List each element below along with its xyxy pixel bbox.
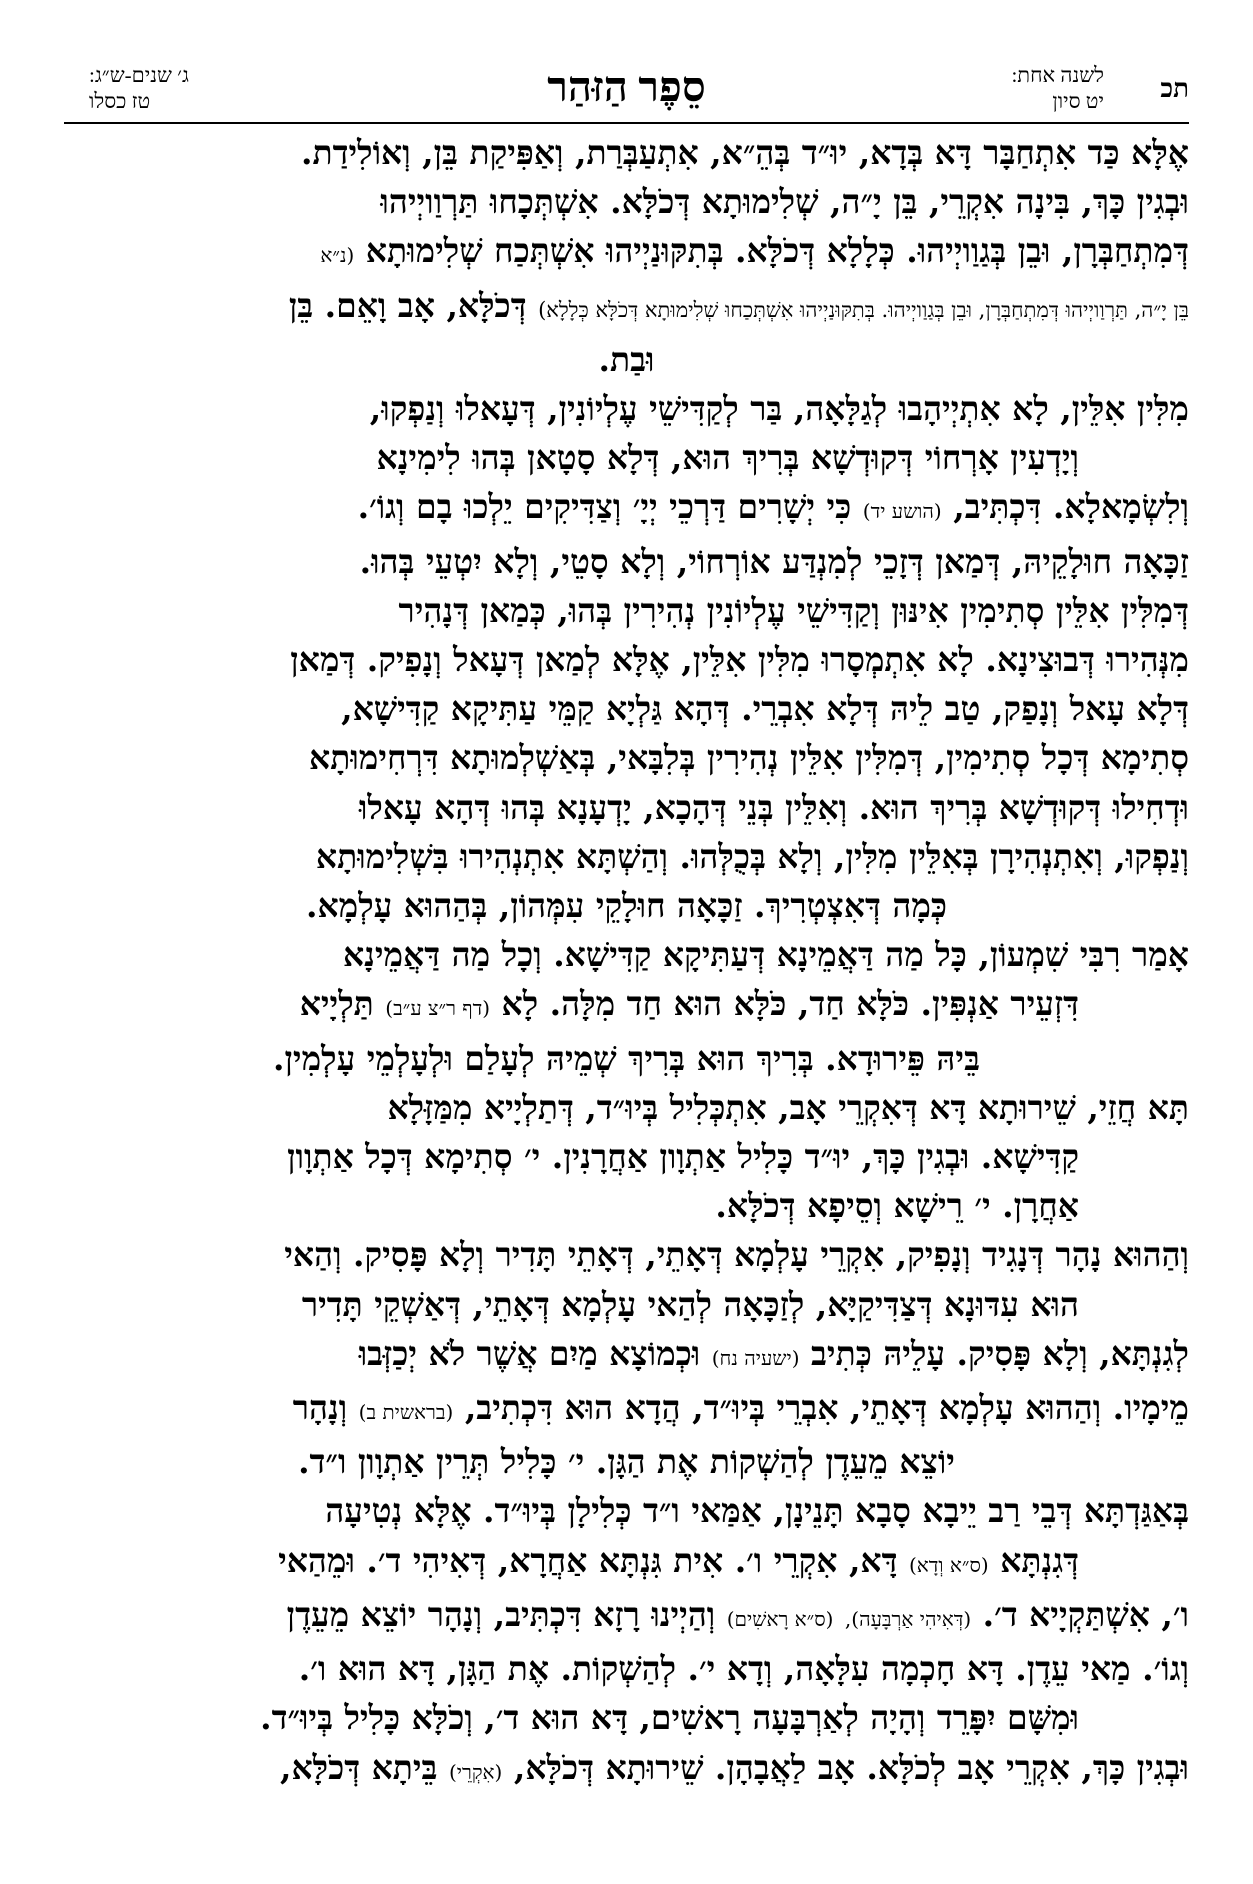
text-line: יוֹצֵא מֵעֵדֶן לְהַשְׁקוֹת אֶת הַגָּן. י׳ כָּלִיל תְּרֵין אַתְוָון ו״ד. (298, 1442, 955, 1482)
variant-note: (דְּאִיהִי אַרְבָּעָה), (844, 1606, 972, 1631)
variant-note: (נ״א (320, 243, 355, 268)
text-line: וְגוֹ׳. מַאי עֵדֶן. דָּא חָכְמָה עִלָּאָה, וְדָא י׳. לְהַשְׁקוֹת. אֶת הַגָּן, דָּא הוּא ו׳. (298, 1649, 1189, 1689)
text-line: כְּמָה דְּאִצְטְרִיךְ. זַכָּאָה חוּלָקֵי עִמְּהוֹן, בְּהַהוּא עָלְמָא. (305, 886, 948, 926)
text-line: וְיָדְעִין אָרְחוֹי דְּקוּדְשָׁא בְּרִיךְ הוּא, דְּלָא סָטָאן בְּהוּ לִימִינָא (376, 438, 1079, 478)
text-line: בֵּיהּ פֵּירוּדָא. בְּרִיךְ הוּא בְּרִיךְ שְׁמֵיהּ לְעָלַם וּלְעָלְמֵי עָלְמִין. (273, 1038, 980, 1078)
text-line: זַכָּאָה חוּלָקֵיהּ, דְּמַאן דְּזָכֵי לְמִנְדַּע אוֹרְחוֹי, וְלָא סָטֵי, וְלָא יִטְעֵי בְּהוּ. (359, 541, 1189, 581)
text-line: וּבְגִין כָּךְ, בִּינָה אִקְרֵי, בֵּן יָ״ה, שְׁלִימוּתָא דְּכֹלָּא. אִשְׁתְּכָחוּ תַּרְוַויְיהוּ (380, 182, 1189, 222)
source-note: (ישעיה נח) (711, 1345, 800, 1370)
source-note: (בראשית ב) (358, 1400, 454, 1425)
book-title: סֵפֶר הַזּהַר (547, 65, 706, 111)
text-line: וּדְחִילוּ דְּקוּדְשָׁא בְּרִיךְ הוּא. וְאִלֵּין בְּנֵי דְּהָכָא, יָדְעָנָא בְּהוּ דְּהָא עָאלוּ (358, 787, 1189, 827)
text-line: סְתִימָא דְּכָל סְתִימִין, דְּמִלִּין אִלֵּין נְהִירִין בְּלִבָּאי, בְּאַשְׁלְמוּתָא דִּרְחִימוּתָא (309, 738, 1189, 778)
text-line: וְהַהוּא נָהָר דְּנָגִיד וְנָפִיק, אִקְרֵי עָלְמָא דְּאָתֵי, דְּאָתֵי תָּדִיר וְלָא פָּסִיק. וְהַאי (284, 1235, 1189, 1275)
text-line: בֵּן יָ״ה, תַּרְוַויְיהוּ דְּמִתְחַבְּרָן, וּבֵן בְּגַוַויְיהוּ. בְּתִקּוּנַיְיהוּ אִשְׁתְּכַחוּ שְׁלִימוּתָא דְּכֹלָּא כְּלָלָא) דְּכֹלָּא, אָב וָאֵם. בֵּן (288, 285, 1189, 325)
variant-note: (ס״א וְדָא) (909, 1552, 989, 1577)
text-line: מִנְּהִירוּ דְּבוּצִינָא. לָא אִתְמְסָרוּ מִלִּין אִלֵּין, אֶלָּא לְמַאן דְּעָאל וְנָפִיק. דְּמַאן (290, 640, 1189, 680)
variant-text: בֵּן יָ״ה, תַּרְוַויְיהוּ דְּמִתְחַבְּרָן, וּבֵן בְּגַוַויְיהוּ. בְּתִקּוּנַיְיהוּ אִשְׁתְּכַחוּ שְׁלִימוּתָא דְּכֹלָּא כְּלָלָא) (538, 297, 1189, 322)
header-left-line1: ג׳ שנים-ש״ג: (89, 63, 189, 87)
variant-note: (ס״א רָאשִׁים) (726, 1606, 834, 1631)
text-line: דְּמִלִּין אִלֵּין סְתִימִין אִינּוּן וְקַדִּישֵׁי עֶלְיוֹנִין נְהִירִין בְּהוּ, כְּמַאן דְּנָהִיר (398, 590, 1189, 630)
header-left-line2: טז כסלו (89, 89, 151, 113)
daf-note: (דף ר״צ ע״ב) (385, 996, 491, 1021)
text-line: אֶלָּא כַּד אִתְחַבָּר דָּא בְּדָא, יוּ״ד בְּהֵ״א, אִתְעַבְּרַת, וְאַפִּיקַת בֵּן, וְאוֹלִידַת. (301, 133, 1189, 172)
text-line: דִּזְעֵיר אַנְפִּין. כֹּלָּא חַד, כֹּלָּא הוּא חַד מִלָּה. לָא (דף ר״צ ע״ב) תַּלְיָיא (299, 984, 1079, 1024)
page-header (64, 62, 1189, 120)
variant-note: (אִקְרֵי) (448, 1759, 503, 1784)
text-line: בְּאַגַּדְתָּא דְּבֵי רַב יֵיבָא סָבָא תָּנֵינָן, אַמַּאי ו״ד כְּלִילָן בְּיוּ״ד. אֶלָּא נְטִיעָה (325, 1491, 1189, 1531)
text-line: וּמִשָּׁם יִפָּרֵד וְהָיָה לְאַרְבָּעָה רָאשִׁים, דָּא הוּא ד׳, וְכֹלָּא כָּלִיל בְּיוּ״ד. (260, 1698, 1079, 1738)
page-number: תכ (1160, 74, 1189, 103)
text-line: תָּא חֲזֵי, שֵׁירוּתָא דָּא דְּאִקְרֵי אָב, אִתְכְּלִיל בְּיוּ״ד, דְּתַלְיָיא מִמַּזָּלָא (387, 1087, 1189, 1127)
header-right-line2: יט סיון (1052, 89, 1104, 113)
text-line: דְּלָא עָאל וְנָפַק, טַב לֵיהּ דְּלָא אִבְרֵי. דְּהָא גַּלְיָא קַמֵּי עַתִּיקָא קַדִּישָׁא, (341, 689, 1189, 729)
text-line: לְגִנְתָּא, וְלָא פָּסִיק. עָלֵיהּ כְּתִיב (ישעיה נח) וּכְמוֹצָא מַיִם אֲשֶׁר לֹא יְכַזְּבוּ (358, 1333, 1189, 1373)
header-rule (64, 122, 1189, 124)
text-line: דְּגִנְתָּא (ס״א וְדָא) דָּא, אִקְרֵי ו׳. אִית גִּנְתָּא אַחֲרָא, דְּאִיהִי ד׳. וּמֵהַאי (278, 1540, 1079, 1580)
text-line: אָמַר רִבִּי שִׁמְעוֹן, כָּל מַה דַּאֲמֵינָא דְּעַתִּיקָא קַדִּישָׁא. וְכָל מַה דַּאֲמֵינָא (342, 935, 1189, 975)
text-line: מֵימָיו. וְהַהוּא עָלְמָא דְּאָתֵי, אִבְרֵי בְּיוּ״ד, הֲדָא הוּא דִּכְתִיב, (בראשית ב) וְנָהָר (292, 1388, 1189, 1428)
text-line: אַחֲרָן. י׳ רֵישָׁא וְסֵיפָא דְּכֹלָּא. (715, 1186, 1079, 1226)
text-line: וְלִשְׂמָאלָא. דִּכְתִּיב, (הושע יד) כִּי יְשָׁרִים דַּרְכֵי יְיָ׳ וְצַדִּיקִים יֵלְכוּ בָם וְגוֹ׳. (357, 487, 1189, 527)
header-right-line1: לשנה אחת: (1011, 63, 1104, 87)
text-line: ו׳, אִשְׁתַּקְיָיא ד׳. (דְּאִיהִי אַרְבָּעָה), (ס״א רָאשִׁים) וְהַיְינוּ רָזָא דִּכְתִּיב, וְנָהָר יוֹצֵא מֵעֵדֶן (286, 1594, 1189, 1634)
text-line: הוּא עִדּוּנָא דְּצַדִּיקַיָּא, לְזַכָּאָה לְהַאי עָלְמָא דְּאָתֵי, דְּאַשְׁקֵי תָּדִיר (301, 1284, 1079, 1324)
main-text (64, 128, 1189, 1797)
text-line: דְּמִתְחַבְּרָן, וּבֵן בְּגַוַויְיהוּ. כְּלָלָא דְּכֹלָּא. בְּתִקּוּנַיְיהוּ אִשְׁתְּכַח שְׁלִימוּתָא (נ״א (320, 231, 1189, 271)
text-line: קַדִּישָׁא. וּבְגִין כָּךְ, יוּ״ד כָּלִיל אַתְוָון אַחֲרָנִין. י׳ סְתִימָא דְּכָל אַתְוָון (287, 1137, 1079, 1177)
text-line: וּבְגִין כָּךְ, אִקְרֵי אָב לְכֹלָּא. אָב לַאֲבָהָן. שֵׁירוּתָא דְּכֹלָּא, (אִקְרֵי) בֵּיתָא דְּכֹלָּא, (279, 1747, 1189, 1787)
source-note: (הושע יד) (862, 499, 942, 524)
text-line: וּבַת. (598, 339, 655, 379)
text-line: וְנַפְקוּ, וְאִתְנְהִירָן בְּאִלֵּין מִלִּין, וְלָא בְּכֻלְּהוּ. וְהַשְׁתָּא אִתְנְהִירוּ בִּשְׁלִימוּתָא (315, 836, 1189, 876)
header-left (89, 62, 189, 114)
text-line: מִלִּין אִלֵּין, לָא אִתְיְיהָבוּ לְגַלָּאָה, בַּר לְקַדִּישֵׁי עֶלְיוֹנִין, דְּעָאלוּ וְנַפְקוּ, (369, 389, 1189, 429)
